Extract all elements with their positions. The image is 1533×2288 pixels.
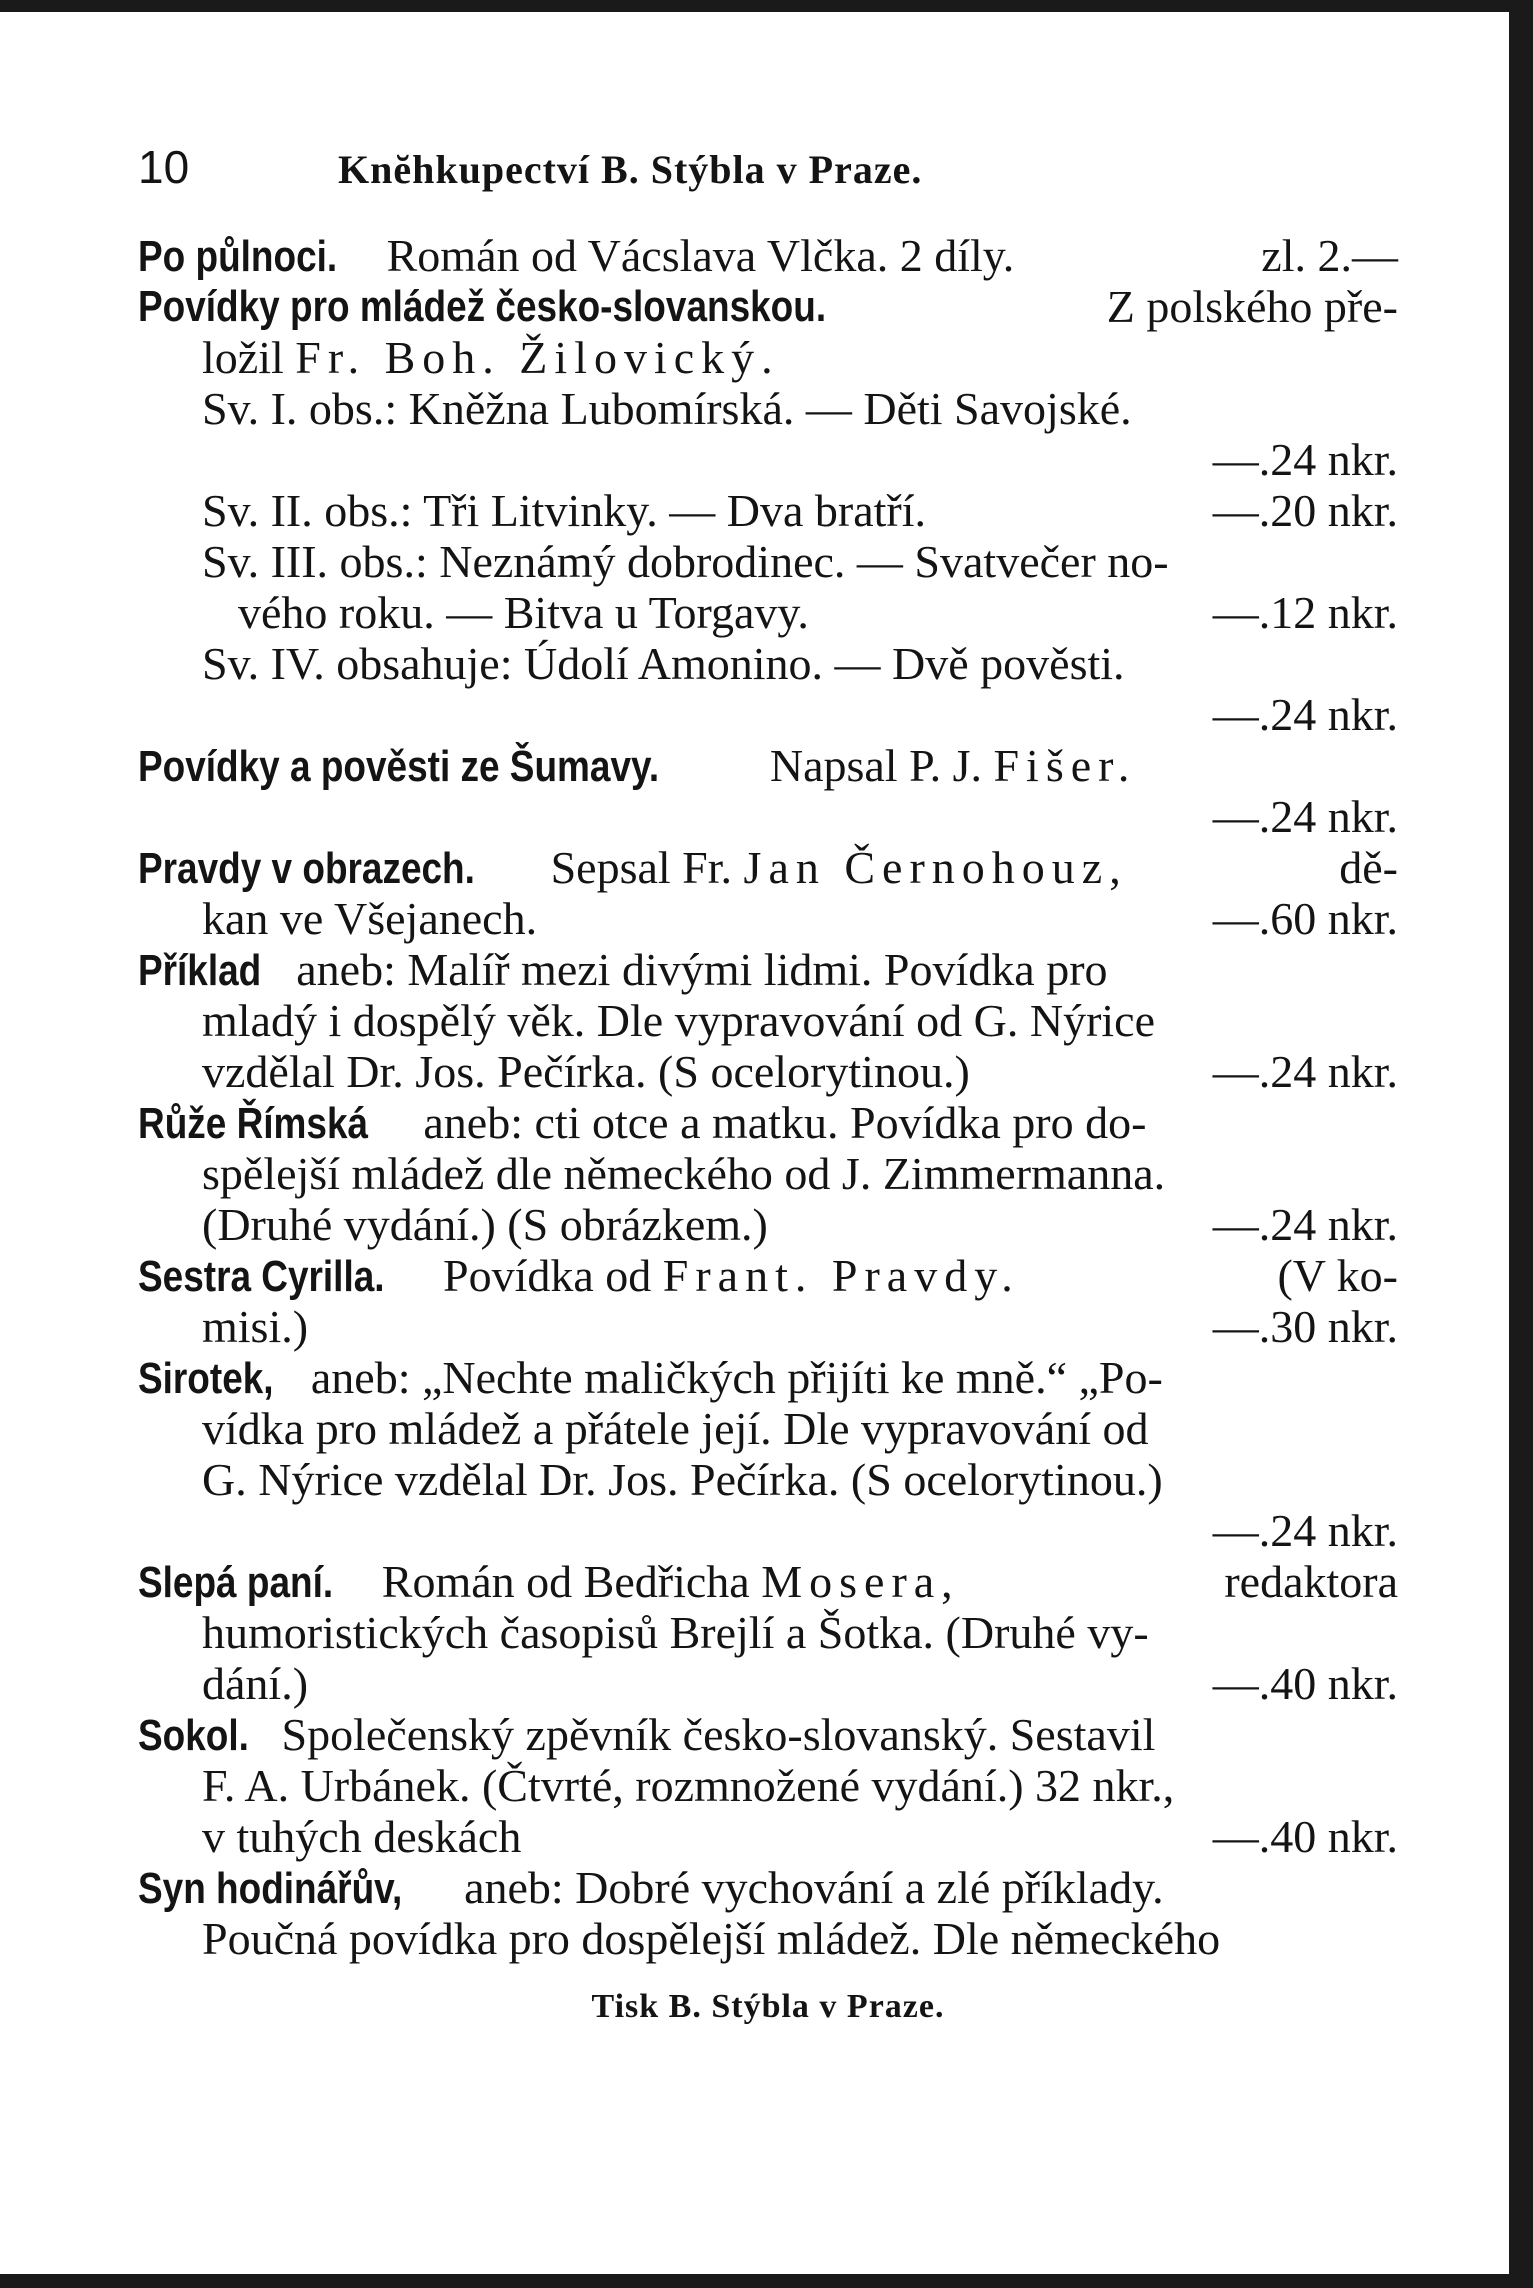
entry-author: Mosera, bbox=[761, 1556, 960, 1607]
entry-text: Román od Vácslava Vlčka. 2 díly. bbox=[386, 230, 1015, 281]
entry-title: Povídky a pověsti ze Šumavy. bbox=[138, 742, 660, 791]
entry-title: Povídky pro mládež česko-slovanskou. bbox=[138, 282, 827, 331]
entry-price: —.20 nkr. bbox=[1212, 485, 1398, 536]
printer-imprint: Tisk B. Stýbla v Praze. bbox=[591, 1988, 945, 2025]
entry-price: —.60 nkr. bbox=[1212, 893, 1398, 944]
entry-price: —.24 nkr. bbox=[1212, 434, 1398, 485]
entry-text: ložil bbox=[202, 332, 284, 383]
entry-text: vídka pro mládež a přátele její. Dle vypravování od bbox=[202, 1403, 1149, 1454]
catalog-entry bbox=[138, 1352, 1398, 1556]
catalog-entry bbox=[138, 1097, 1398, 1250]
entry-title: Sokol. bbox=[138, 1711, 249, 1760]
entry-price: —.12 nkr. bbox=[1212, 587, 1398, 638]
entry-title: Pravdy v obrazech. bbox=[138, 844, 475, 893]
book-page bbox=[138, 140, 1398, 2026]
entry-text: redaktora bbox=[1224, 1556, 1398, 1607]
entry-price: —.30 nkr. bbox=[1212, 1301, 1398, 1352]
catalog-entry bbox=[138, 944, 1398, 1097]
entry-text: misi.) bbox=[202, 1301, 309, 1352]
entry-author: Frant. Pravdy. bbox=[662, 1250, 1020, 1301]
entry-text: F. A. Urbánek. (Čtvrté, rozmnožené vydání.) 32 nkr., bbox=[202, 1760, 1175, 1811]
entry-title: Syn hodinářův, bbox=[138, 1864, 403, 1913]
entry-price: —.24 nkr. bbox=[1212, 1199, 1398, 1250]
entry-text: dě- bbox=[1339, 842, 1398, 893]
running-title: Knĕhkupectví B. Stýbla v Praze. bbox=[338, 147, 923, 192]
entry-text: vzdělal Dr. Jos. Pečírka. (S ocelorytinou.) bbox=[202, 1046, 970, 1097]
entry-title: Slepá paní. bbox=[138, 1558, 334, 1607]
entry-text: G. Nýrice vzdělal Dr. Jos. Pečírka. (S ocelorytinou.) bbox=[202, 1454, 1163, 1505]
entry-text: aneb: „Nechte maličkých přijíti ke mně.“ „Po- bbox=[310, 1352, 1163, 1403]
catalog-entries bbox=[138, 230, 1398, 1964]
volume-line: Sv. I. obs.: Kněžna Lubomírská. — Děti Savojské. bbox=[202, 383, 1132, 434]
entry-text: kan ve Všejanech. bbox=[202, 893, 538, 944]
entry-text: Z polského pře- bbox=[1106, 281, 1398, 332]
entry-price: —.40 nkr. bbox=[1212, 1658, 1398, 1709]
entry-price: —.40 nkr. bbox=[1212, 1811, 1398, 1862]
entry-title: Po půlnoci. bbox=[138, 232, 338, 281]
entry-text: aneb: cti otce a matku. Povídka pro do- bbox=[423, 1097, 1147, 1148]
volume-line: vého roku. — Bitva u Torgavy. bbox=[238, 587, 809, 638]
volume-line: Sv. III. obs.: Neznámý dobrodinec. — Svatvečer no- bbox=[202, 536, 1169, 587]
entry-title: Sirotek, bbox=[138, 1354, 274, 1403]
entry-text: Napsal P. J. bbox=[769, 740, 982, 791]
catalog-entry bbox=[138, 842, 1398, 944]
running-head bbox=[138, 140, 1398, 230]
entry-author: Fr. Boh. Žilovický. bbox=[295, 332, 780, 383]
entry-text: humoristických časopisů Brejlí a Šotka. (Druhé vy- bbox=[202, 1607, 1149, 1658]
entry-text: (V ko- bbox=[1277, 1250, 1398, 1301]
catalog-entry bbox=[138, 230, 1398, 281]
entry-price: —.24 nkr. bbox=[1212, 1505, 1398, 1556]
entry-title: Růže Římská bbox=[138, 1099, 369, 1148]
entry-text: dání.) bbox=[202, 1658, 309, 1709]
volume-line: Sv. IV. obsahuje: Údolí Amonino. — Dvě pověsti. bbox=[202, 638, 1125, 689]
entry-text: aneb: Malíř mezi divými lidmi. Povídka pro bbox=[296, 944, 1108, 995]
entry-price: zl. 2.— bbox=[1261, 230, 1398, 281]
entry-text: Poučná povídka pro dospělejší mládež. Dle německého bbox=[202, 1913, 1221, 1964]
entry-text: spělejší mládež dle německého od J. Zimmermanna. bbox=[202, 1148, 1166, 1199]
catalog-entry bbox=[138, 1709, 1398, 1862]
entry-title: Příklad bbox=[138, 946, 262, 995]
entry-author: Fišer. bbox=[993, 740, 1137, 791]
catalog-entry bbox=[138, 1556, 1398, 1709]
entry-text: Sepsal Fr. bbox=[550, 842, 733, 893]
entry-text: aneb: Dobré vychování a zlé příklady. bbox=[464, 1862, 1164, 1913]
catalog-entry bbox=[138, 281, 1398, 740]
entry-text: Povídka od bbox=[443, 1250, 652, 1301]
volume-line: Sv. II. obs.: Tři Litvinky. — Dva bratří. bbox=[202, 485, 926, 536]
entry-text: Společenský zpěvník česko-slovanský. Sestavil bbox=[281, 1709, 1156, 1760]
entry-text: mladý i dospělý věk. Dle vypravování od G. Nýrice bbox=[202, 995, 1155, 1046]
entry-price: —.24 nkr. bbox=[1212, 1046, 1398, 1097]
page-number: 10 bbox=[138, 141, 190, 193]
entry-text: v tuhých deskách bbox=[202, 1811, 522, 1862]
entry-text: (Druhé vydání.) (S obrázkem.) bbox=[202, 1199, 768, 1250]
entry-text: Román od Bedřicha bbox=[381, 1556, 750, 1607]
catalog-entry bbox=[138, 1250, 1398, 1352]
entry-author: Jan Černohouz, bbox=[743, 842, 1128, 893]
catalog-entry bbox=[138, 1862, 1398, 1964]
entry-price: —.24 nkr. bbox=[1212, 689, 1398, 740]
entry-title: Sestra Cyrilla. bbox=[138, 1252, 385, 1301]
catalog-entry bbox=[138, 740, 1398, 842]
entry-price: —.24 nkr. bbox=[1212, 791, 1398, 842]
